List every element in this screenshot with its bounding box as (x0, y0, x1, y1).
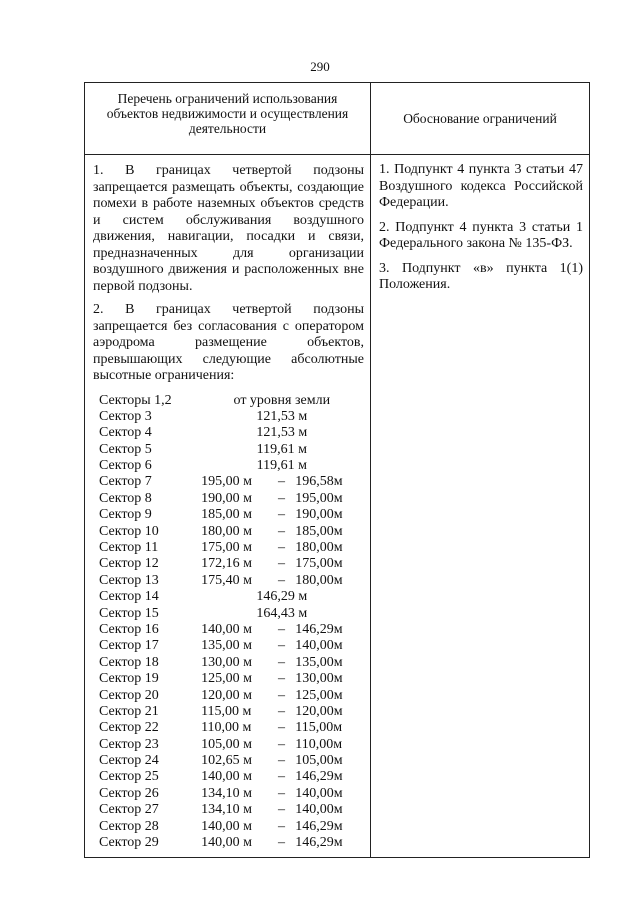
sector-row (93, 474, 364, 490)
sector-height-to: 146,29м (295, 621, 343, 637)
basis-item-1: 1. Подпункт 4 пункта 3 статьи 47 Воздушного кодекса Российской Федерации. (379, 162, 583, 210)
sector-name: Сектор 25 (99, 769, 159, 785)
sector-height: 119,61 м (256, 458, 307, 474)
sector-height: от уровня земли (233, 392, 331, 408)
sector-height-from: 185,00 м (201, 507, 252, 523)
sector-name: Сектор 24 (99, 753, 159, 769)
sector-row (93, 622, 364, 638)
sector-height: 164,43 м (256, 605, 308, 621)
sector-height-to: 146,29м (295, 769, 343, 785)
sector-height-to: 185,00м (295, 523, 343, 539)
range-dash: – (278, 785, 286, 801)
range-dash: – (278, 671, 286, 687)
sector-height-from: 140,00 м (201, 621, 252, 637)
sector-height-to: 146,29м (295, 835, 343, 851)
range-dash: – (278, 720, 286, 736)
sector-name: Сектор 3 (99, 408, 152, 424)
sector-row (93, 769, 364, 785)
sector-height-from: 140,00 м (201, 835, 252, 851)
sector-height-from: 140,00 м (201, 769, 252, 785)
basis-cell (371, 155, 590, 858)
sector-name: Сектор 8 (99, 490, 152, 506)
sector-height-from: 110,00 м (201, 720, 252, 736)
sector-height-to: 135,00м (295, 654, 343, 670)
sector-height: 121,53 м (256, 408, 308, 424)
sector-height-from: 130,00 м (201, 654, 252, 670)
sector-name: Сектор 6 (99, 458, 152, 474)
range-dash: – (278, 556, 286, 572)
sector-row (93, 491, 364, 507)
restriction-item-1: 1. В границах четвертой подзоны запрещается размещать объекты, создающие помехи в работе наземных объектов средств и систем обслуживания воздушного движения, навигации, посадки и связи, предназначенных для организации воздушного движения и расположенных вне первой подзоны. (93, 163, 364, 294)
sector-height-to: 140,00м (295, 802, 343, 818)
sector-row (93, 753, 364, 769)
sector-height-to: 140,00м (295, 785, 343, 801)
sector-row (93, 638, 364, 654)
sector-name: Сектор 15 (99, 605, 159, 621)
sector-height-to: 115,00м (295, 720, 343, 736)
sector-row (93, 671, 364, 687)
sector-height-from: 190,00 м (201, 490, 252, 506)
sector-height-to: 105,00м (295, 753, 343, 769)
range-dash: – (278, 654, 286, 670)
restrictions-cell (85, 155, 371, 858)
restriction-item-2: 2. В границах четвертой подзоны запрещается без согласования с оператором аэродрома размещение объектов, превышающих следующие абсолютные высотные ограничения: (93, 302, 364, 383)
range-dash: – (278, 802, 286, 818)
range-dash: – (278, 523, 286, 539)
sector-height-from: 102,65 м (201, 753, 252, 769)
sector-name: Сектор 22 (99, 720, 159, 736)
sector-row (93, 507, 364, 523)
sector-height-to: 130,00м (295, 671, 343, 687)
sector-row (93, 720, 364, 736)
header-basis: Обоснование ограничений (371, 83, 590, 155)
sector-height-from: 175,40 м (201, 572, 252, 588)
range-dash: – (278, 572, 286, 588)
sector-height-to: 146,29м (295, 818, 343, 834)
sector-row (93, 737, 364, 753)
sector-height-to: 195,00м (295, 490, 343, 506)
range-dash: – (278, 490, 286, 506)
sector-name: Сектор 29 (99, 835, 159, 851)
sector-name: Сектор 26 (99, 785, 159, 801)
table-header-row (85, 83, 590, 155)
sector-name: Сектор 7 (99, 474, 152, 490)
sector-row (93, 556, 364, 572)
sector-height-to: 140,00м (295, 638, 343, 654)
sector-name: Сектор 19 (99, 671, 159, 687)
sector-name: Сектор 27 (99, 802, 159, 818)
range-dash: – (278, 621, 286, 637)
sector-height-from: 140,00 м (201, 818, 252, 834)
sector-height-to: 190,00м (295, 507, 343, 523)
sector-row (93, 540, 364, 556)
range-dash: – (278, 687, 286, 703)
sector-row (93, 819, 364, 835)
sector-row (93, 409, 364, 425)
sector-name: Сектор 28 (99, 818, 159, 834)
sector-name: Сектор 21 (99, 703, 159, 719)
sector-height-from: 135,00 м (201, 638, 252, 654)
sector-row (93, 524, 364, 540)
sector-name: Сектор 17 (99, 638, 159, 654)
range-dash: – (278, 753, 286, 769)
sector-height-from: 105,00 м (201, 736, 252, 752)
sector-row (93, 573, 364, 589)
sector-name: Секторы 1,2 (99, 392, 172, 408)
sector-row (93, 655, 364, 671)
sector-row (93, 425, 364, 441)
page-number: 290 (310, 59, 330, 74)
sector-height-to: 175,00м (295, 556, 343, 572)
sector-height-to: 125,00м (295, 687, 343, 703)
sector-name: Сектор 5 (99, 441, 152, 457)
sector-height-to: 180,00м (295, 572, 343, 588)
sector-row (93, 393, 364, 409)
sector-height-to: 120,00м (295, 703, 343, 719)
sector-name: Сектор 16 (99, 621, 159, 637)
sector-name: Сектор 12 (99, 556, 159, 572)
sector-height-from: 120,00 м (201, 687, 252, 703)
sector-height-from: 195,00 м (201, 474, 252, 490)
sector-height: 119,61 м (256, 441, 307, 457)
sector-height: 121,53 м (256, 425, 308, 441)
sector-name: Сектор 23 (99, 736, 159, 752)
sector-row (93, 589, 364, 605)
sector-height-to: 180,00м (295, 540, 343, 556)
range-dash: – (278, 818, 286, 834)
sector-row (93, 688, 364, 704)
sector-height-from: 134,10 м (201, 785, 252, 801)
sector-height: 146,29 м (256, 589, 308, 605)
sector-name: Сектор 20 (99, 687, 159, 703)
table-body-row (85, 155, 590, 858)
sector-row (93, 802, 364, 818)
header-restrictions: Перечень ограничений использования объектов недвижимости и осуществления деятельности (85, 83, 371, 155)
sector-height-to: 110,00м (295, 736, 343, 752)
sector-name: Сектор 11 (99, 540, 159, 556)
basis-item-3: 3. Подпункт «в» пункта 1(1) Положения. (379, 260, 583, 292)
sector-name: Сектор 4 (99, 425, 152, 441)
range-dash: – (278, 703, 286, 719)
sector-height-from: 125,00 м (201, 671, 252, 687)
sector-height-from: 175,00 м (201, 540, 252, 556)
sector-row (93, 786, 364, 802)
sector-row (93, 442, 364, 458)
sector-row (93, 458, 364, 474)
range-dash: – (278, 835, 286, 851)
range-dash: – (278, 474, 286, 490)
range-dash: – (278, 769, 286, 785)
range-dash: – (278, 507, 286, 523)
range-dash: – (278, 638, 286, 654)
range-dash: – (278, 540, 286, 556)
sector-height-from: 172,16 м (201, 556, 252, 572)
basis-item-2: 2. Подпункт 4 пункта 3 статьи 1 Федерального закона № 135-ФЗ. (379, 219, 583, 251)
sector-name: Сектор 10 (99, 523, 159, 539)
restrictions-table (84, 82, 590, 858)
sector-name: Сектор 13 (99, 572, 159, 588)
range-dash: – (278, 736, 286, 752)
sector-name: Сектор 18 (99, 654, 159, 670)
sector-name: Сектор 14 (99, 589, 159, 605)
sector-row (93, 835, 364, 851)
sector-height-from: 134,10 м (201, 802, 252, 818)
sector-row (93, 606, 364, 622)
sector-height-to: 196,58м (295, 474, 343, 490)
sector-row (93, 704, 364, 720)
sector-height-from: 115,00 м (201, 703, 252, 719)
sector-height-from: 180,00 м (201, 523, 252, 539)
sector-name: Сектор 9 (99, 507, 152, 523)
sector-height-list (93, 393, 364, 852)
